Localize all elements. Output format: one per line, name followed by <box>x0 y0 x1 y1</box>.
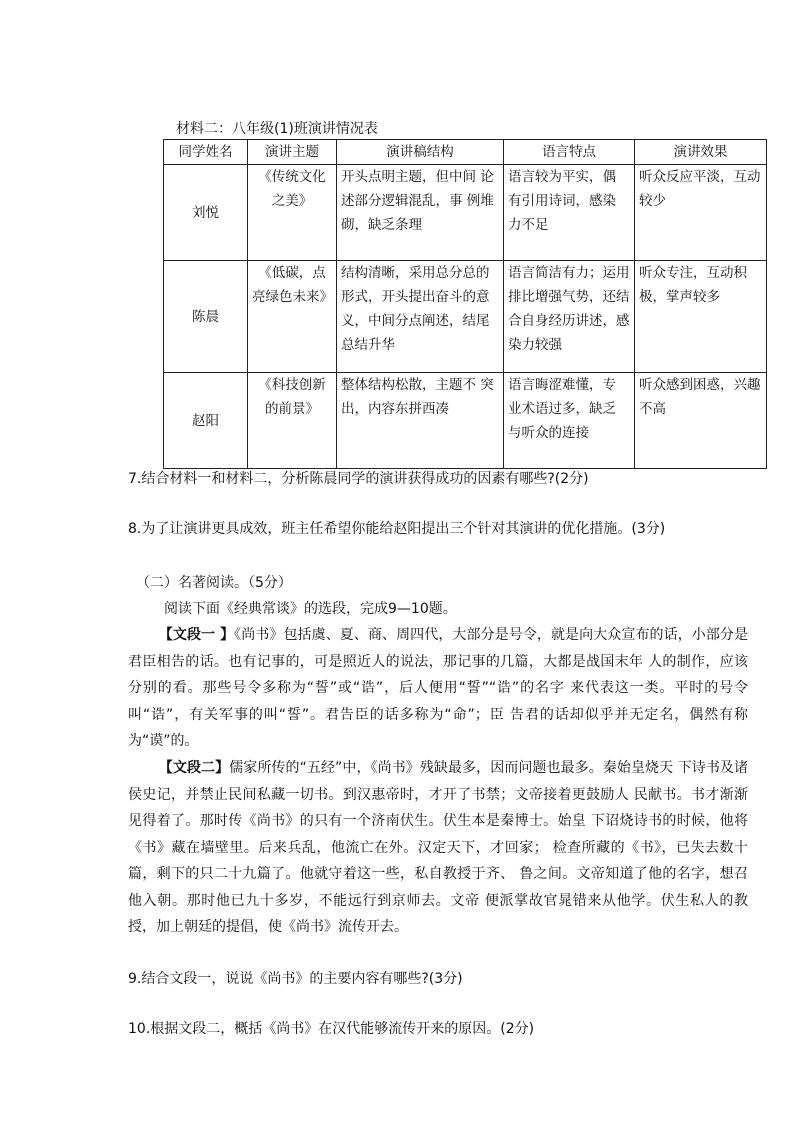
header-name: 同学姓名 <box>164 140 248 165</box>
cell-topic: 《传统文化之美》 <box>248 165 337 261</box>
cell-effect: 听众专注，互动积极，掌声较多 <box>635 261 767 373</box>
question-7: 7.结合材料一和材料二，分析陈晨同学的演讲获得成功的因素有哪些?(2分) <box>128 471 589 487</box>
passage-two-label: 【文段二】 <box>158 760 230 776</box>
passage-two <box>128 755 748 941</box>
section-title: （二）名著阅读。（5分） <box>136 575 292 591</box>
header-structure: 演讲稿结构 <box>337 140 504 165</box>
cell-structure: 整体结构松散，主题不 突出，内容东拼西凑 <box>337 373 504 469</box>
passage-one-text: 《尚书》包括虞、夏、商、周四代，大部分是号令，就是向大众宣布的话，小部分是君臣相告的话。也有记事的，可是照近人的说法，那记事的几篇，大都是战国末年 人的制作，应该分别的看。那些号令多称为“誓”或“诰”，后人便用“誓”“诰”的名字 来代表这一类。平时的号令叫“诰”，有关军事的叫“誓”。君告臣的话多称为“命”；臣 告君的话却似乎并无定名，偶然有称为“谟”的。 <box>128 627 749 749</box>
passage-one <box>128 622 748 755</box>
cell-name: 刘悦 <box>164 165 248 261</box>
cell-language: 语言简洁有力；运用排比增强气势，还结合自身经历讲述，感染力较强 <box>504 261 635 373</box>
question-10: 10.根据文段二，概括《尚书》在汉代能够流传开来的原因。(2分) <box>128 1021 535 1037</box>
table-header-row <box>164 140 767 165</box>
cell-topic: 《低碳，点亮绿色未来》 <box>248 261 337 373</box>
header-effect: 演讲效果 <box>635 140 767 165</box>
passage-two-text: 儒家所传的“五经”中，《尚书》残缺最多，因而问题也最多。秦始皇烧天 下诗书及诸侯史记，并禁止民间私藏一切书。到汉惠帝时，才开了书禁；文帝接着更鼓励人 民献书。书才渐渐见得着了。那时传《尚书》的只有一个济南伏生。伏生本是秦博士。始皇 下诏烧诗书的时候，他将《书》藏在墙壁里。后来兵乱，他流亡在外。汉定天下，才回家； 检查所藏的《书》，已失去数十篇，剩下的只二十九篇了。他就守着这一些，私自教授于齐、 鲁之间。文帝知道了他的名字，想召他入朝。那时他已九十多岁，不能远行到京师去。文帝 便派掌故官晁错来从他学。伏生私人的教授，加上朝廷的提倡，使《尚书》流传开去。 <box>128 760 748 935</box>
cell-effect: 听众感到困惑，兴趣不高 <box>635 373 767 469</box>
cell-language: 语言晦涩难懂，专 业术语过多，缺乏 与听众的连接 <box>504 373 635 469</box>
cell-name: 陈晨 <box>164 261 248 373</box>
table-row <box>164 261 767 373</box>
table-caption: 材料二：八年级(1)班演讲情况表 <box>176 121 378 137</box>
table-row <box>164 165 767 261</box>
cell-name: 赵阳 <box>164 373 248 469</box>
header-topic: 演讲主题 <box>248 140 337 165</box>
question-9: 9.结合文段一，说说《尚书》的主要内容有哪些?(3分) <box>128 971 463 987</box>
table-row <box>164 373 767 469</box>
cell-structure: 开头点明主题，但中间 论述部分逻辑混乱，事 例堆砌，缺乏条理 <box>337 165 504 261</box>
passage-one-label: 【文段一 】 <box>158 627 235 643</box>
cell-topic: 《科技创新的前景》 <box>248 373 337 469</box>
question-8: 8.为了让演讲更具成效，班主任希望你能给赵阳提出三个针对其演讲的优化措施。(3分) <box>128 521 666 537</box>
cell-structure: 结构清晰，采用总分总的形式，开头提出奋斗的意义，中间分点阐述，结尾总结升华 <box>337 261 504 373</box>
speech-table <box>163 139 767 469</box>
reading-intro: 阅读下面《经典常谈》的选段，完成9—10题。 <box>164 601 457 617</box>
cell-effect: 听众反应平淡，互动较少 <box>635 165 767 261</box>
header-language: 语言特点 <box>504 140 635 165</box>
cell-language: 语言较为平实，偶 有引用诗词，感染 力不足 <box>504 165 635 261</box>
